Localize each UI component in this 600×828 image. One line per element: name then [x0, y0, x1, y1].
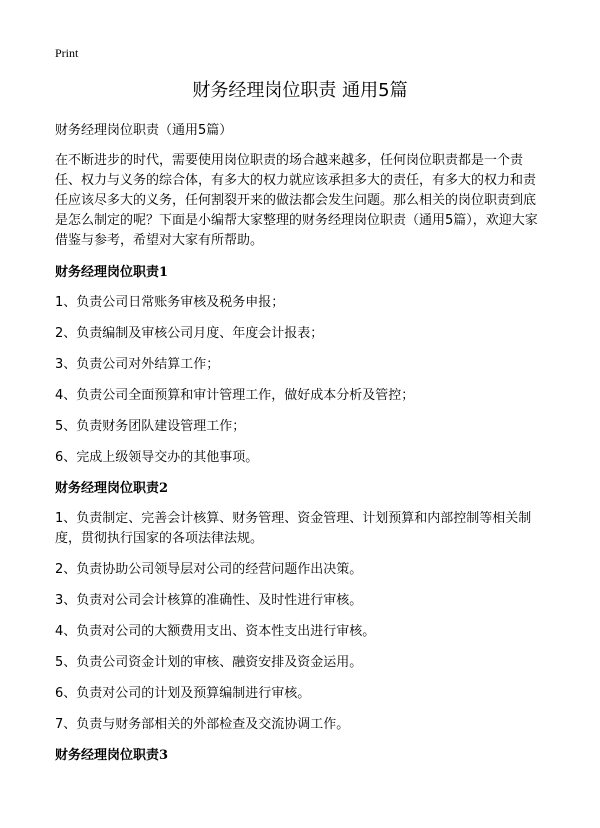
list-item: 1、负责制定、完善会计核算、财务管理、资金管理、计划预算和内部控制等相关制度，贯彻执行国家的各项法律法规。	[55, 511, 532, 546]
document-body	[55, 121, 545, 776]
list-item: 1、负责公司日常账务审核及税务申报；	[55, 295, 285, 310]
list-item: 2、负责协助公司领导层对公司的经营问题作出决策。	[55, 562, 363, 577]
list-item: 5、负责财务团队建设管理工作；	[55, 419, 246, 434]
list-item: 6、负责对公司的计划及预算编制进行审核。	[55, 686, 311, 701]
list-item: 3、负责公司对外结算工作；	[55, 357, 220, 372]
list-item: 4、负责对公司的大额费用支出、资本性支出进行审核。	[55, 624, 376, 639]
list-item: 4、负责公司全面预算和审计管理工作，做好成本分析及管控；	[55, 388, 415, 403]
list-item: 2、负责编制及审核公司月度、年度会计报表；	[55, 326, 324, 341]
list-item: 5、负责公司资金计划的审核、融资安排及资金运用。	[55, 655, 363, 670]
document-title: 财务经理岗位职责 通用5篇	[192, 80, 408, 101]
section-heading: 财务经理岗位职责3	[55, 748, 169, 763]
list-item: 6、完成上级领导交办的其他事项。	[55, 450, 259, 465]
print-label[interactable]: Print	[55, 46, 79, 60]
intro-paragraph: 在不断进步的时代，需要使用岗位职责的场合越来越多，任何岗位职责都是一个责任、权力与义务的综合体，有多大的权力就应该承担多大的责任，有多大的权力和责任应该尽多大的义务，任何割裂开来的做法都会发生问题。那么相关的岗位职责到底是怎么制定的呢？下面是小编帮大家整理的财务经理岗位职责（通用5篇），欢迎大家借鉴与参考，希望对大家有所帮助。	[55, 153, 538, 248]
section-heading: 财务经理岗位职责1	[55, 265, 169, 280]
document-subtitle: 财务经理岗位职责（通用5篇）	[55, 123, 233, 138]
list-item: 3、负责对公司会计核算的准确性、及时性进行审核。	[55, 593, 363, 608]
list-item: 7、负责与财务部相关的外部检查及交流协调工作。	[55, 717, 350, 732]
section-heading: 财务经理岗位职责2	[55, 481, 169, 496]
